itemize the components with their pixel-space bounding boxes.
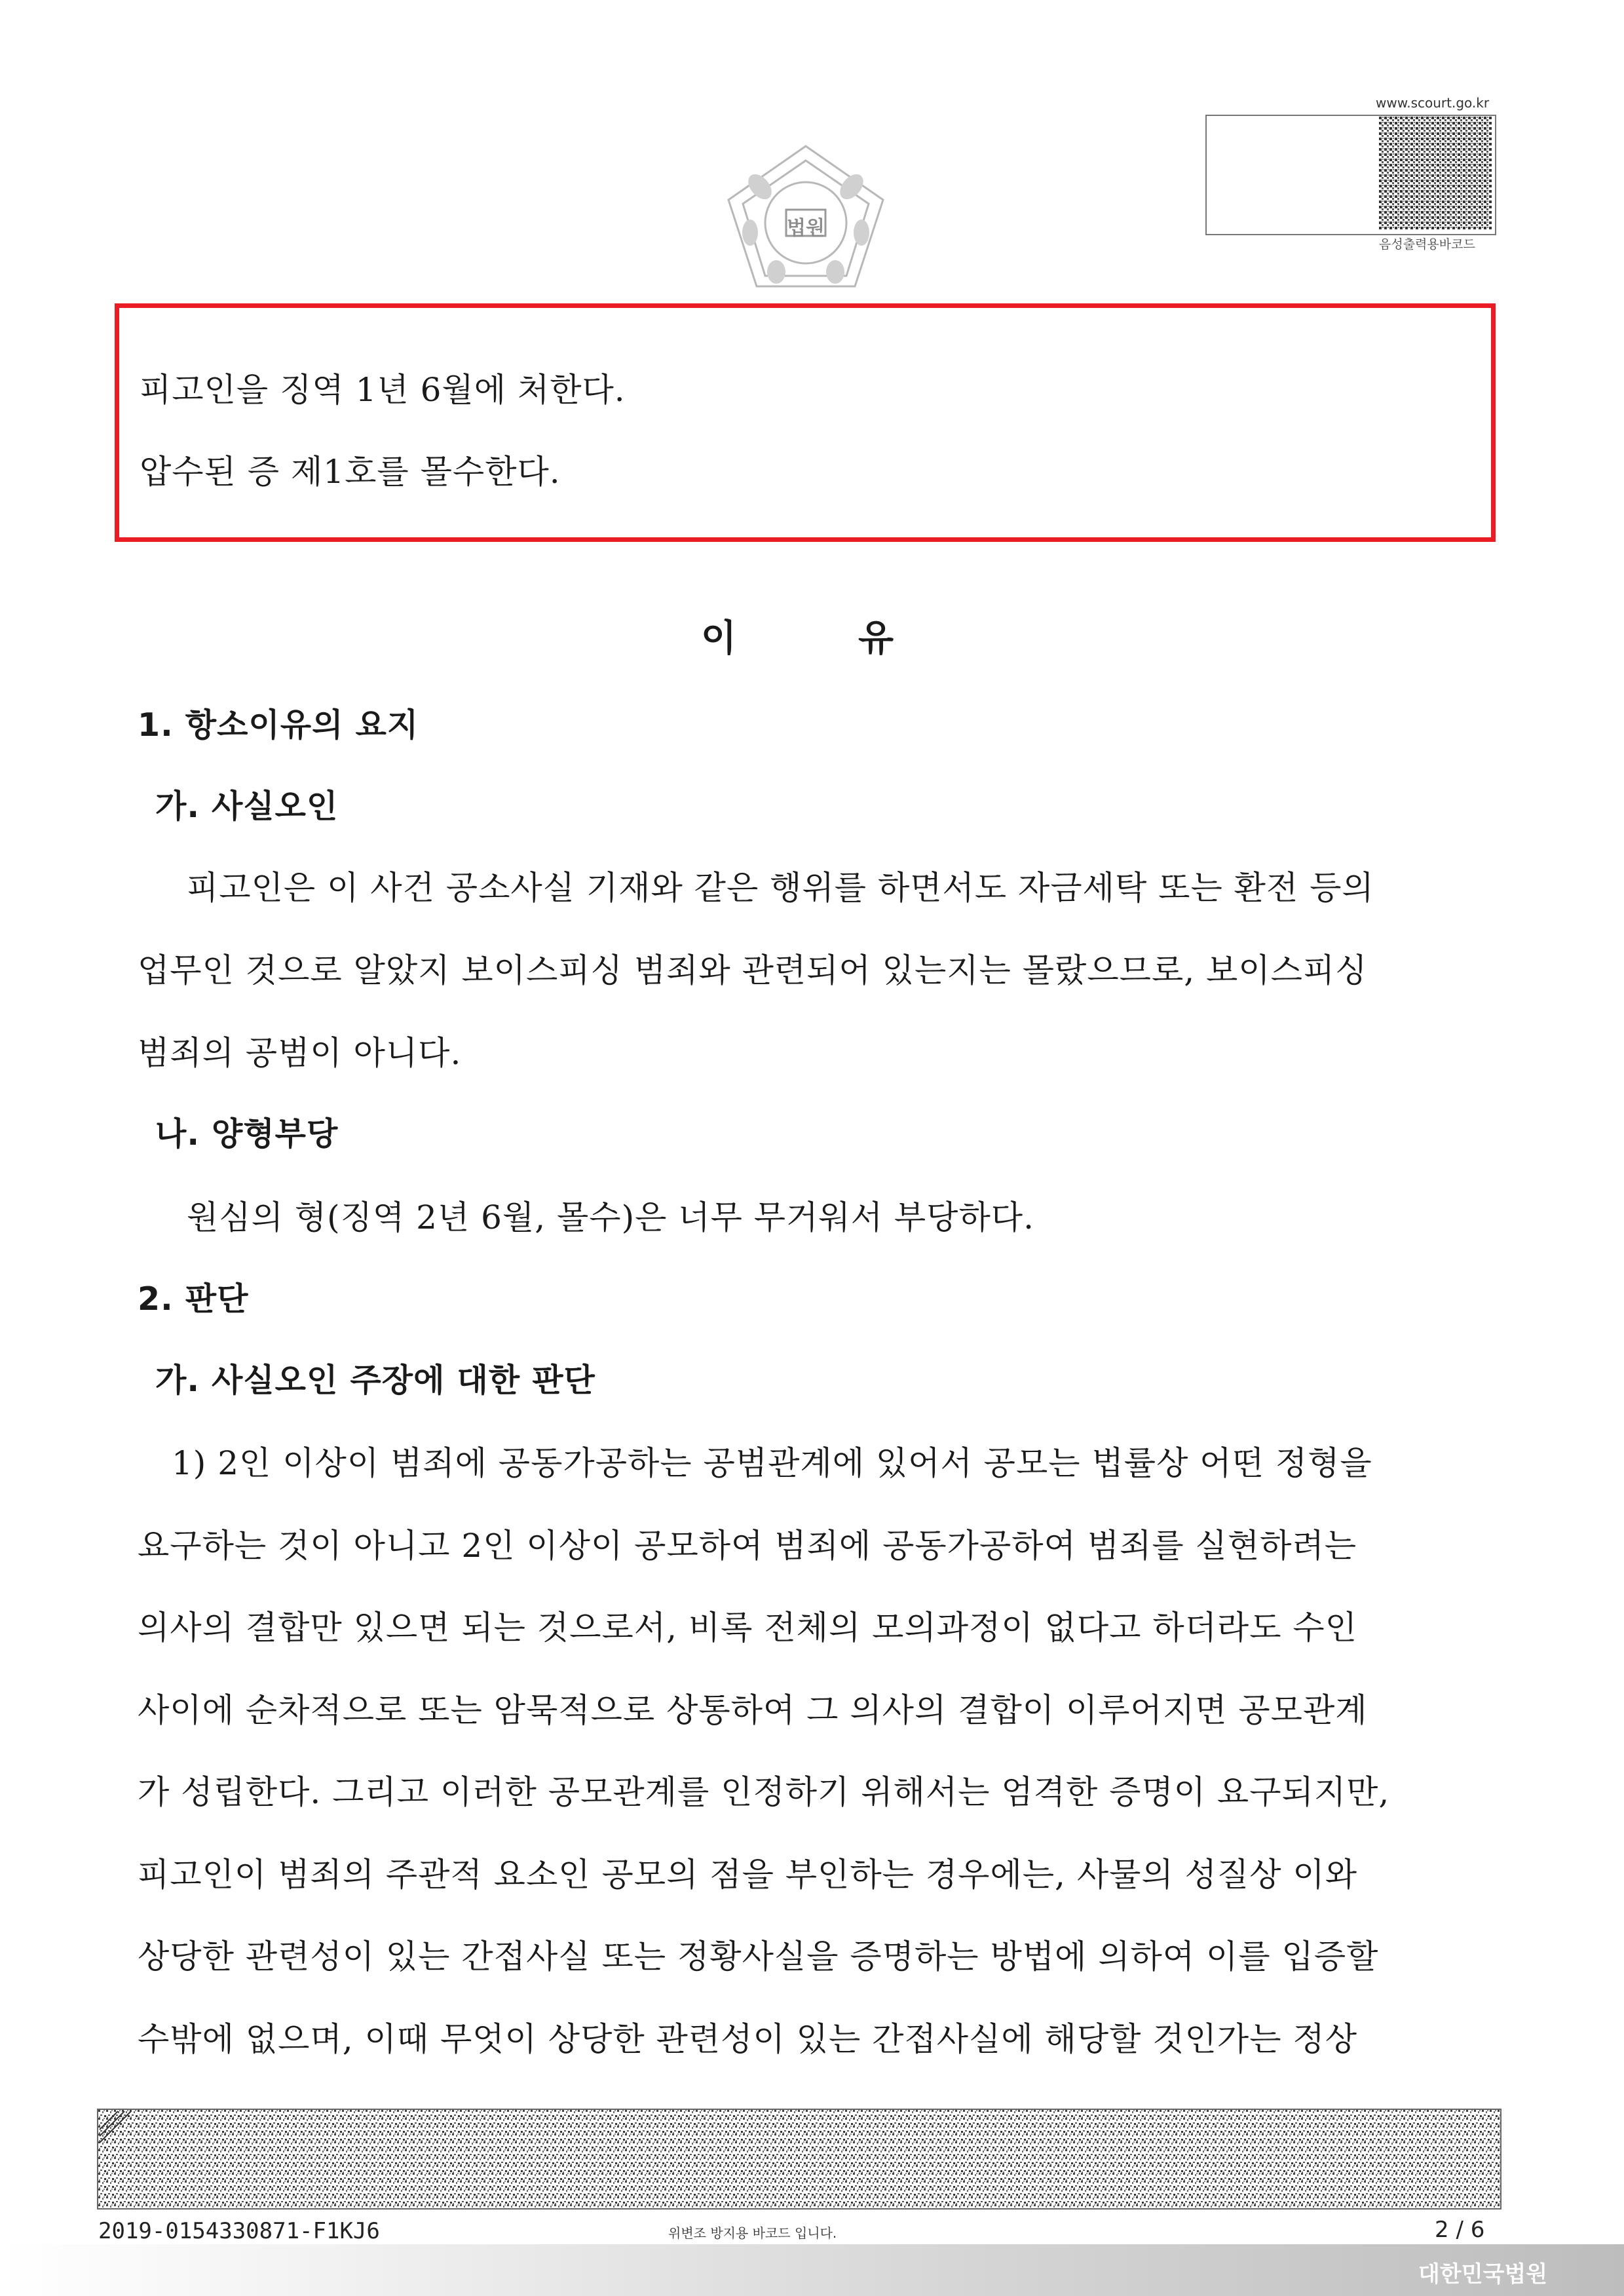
anti-forgery-barcode-icon xyxy=(97,2109,1501,2210)
footer-band xyxy=(0,2244,1624,2296)
paragraph-line: 피고인이 범죄의 주관적 요소인 공모의 점을 부인하는 경우에는, 사물의 성질상 이와 xyxy=(138,1856,1358,1894)
paragraph-line: 1) 2인 이상이 범죄에 공동가공하는 공범관계에 있어서 공모는 법률상 어떤 정형을 xyxy=(172,1444,1372,1482)
paragraph-line: 업무인 것으로 알았지 보이스피싱 범죄와 관련되어 있는지는 몰랐으므로, 보이스피싱 xyxy=(138,951,1368,989)
seal-text: 법원 xyxy=(787,217,825,240)
paragraph-line: 피고인은 이 사건 공소사실 기재와 같은 행위를 하면서도 자금세탁 또는 환전 등의 xyxy=(187,869,1374,907)
barcode-caption: 음성출력용바코드 xyxy=(1379,237,1475,252)
paragraph-line: 원심의 형(징역 2년 6월, 몰수)은 너무 무거워서 부당하다. xyxy=(187,1198,1034,1236)
highlight-box xyxy=(115,303,1496,542)
heading-1b: 나. 양형부당 xyxy=(155,1115,339,1153)
court-seal-icon xyxy=(721,141,891,292)
forgery-note: 위변조 방지용 바코드 입니다. xyxy=(668,2225,837,2241)
paragraph-line: 수밖에 없으며, 이때 무엇이 상당한 관련성이 있는 간접사실에 해당할 것인가는 정상 xyxy=(138,2020,1358,2058)
paragraph-line: 범죄의 공범이 아니다. xyxy=(138,1034,462,1072)
sentence-line-2: 압수된 증 제1호를 몰수한다. xyxy=(140,453,561,491)
voice-barcode-icon xyxy=(1379,117,1492,229)
page-number: 2 / 6 xyxy=(1435,2217,1485,2243)
heading-2: 2. 판단 xyxy=(138,1280,249,1318)
paragraph-line: 사이에 순차적으로 또는 암묵적으로 상통하여 그 의사의 결합이 이루어지면 공모관계 xyxy=(138,1691,1368,1729)
heading-1: 1. 항소이유의 요지 xyxy=(138,706,419,744)
court-name: 대한민국법원 xyxy=(1418,2261,1548,2287)
sentence-line-1: 피고인을 징역 1년 6월에 처한다. xyxy=(140,371,626,409)
section-title-left: 이 xyxy=(701,617,737,660)
paragraph-line: 요구하는 것이 아니고 2인 이상이 공모하여 범죄에 공동가공하여 범죄를 실현하려는 xyxy=(138,1527,1357,1565)
paragraph-line: 가 성립한다. 그리고 이러한 공모관계를 인정하기 위해서는 엄격한 증명이 요구되지만, xyxy=(138,1773,1390,1811)
heading-2a: 가. 사실오인 주장에 대한 판단 xyxy=(155,1362,595,1399)
paragraph-line: 상당한 관련성이 있는 간접사실 또는 정황사실을 증명하는 방법에 의하여 이를 입증할 xyxy=(138,1938,1379,1976)
paragraph-line: 의사의 결합만 있으면 되는 것으로서, 비록 전체의 모의과정이 없다고 하더라도 수인 xyxy=(138,1609,1358,1647)
document-id: 2019-0154330871-F1KJ6 xyxy=(98,2218,380,2244)
heading-1a: 가. 사실오인 xyxy=(155,788,339,825)
court-url: www.scourt.go.kr xyxy=(1376,95,1490,111)
section-title-right: 유 xyxy=(858,617,894,660)
